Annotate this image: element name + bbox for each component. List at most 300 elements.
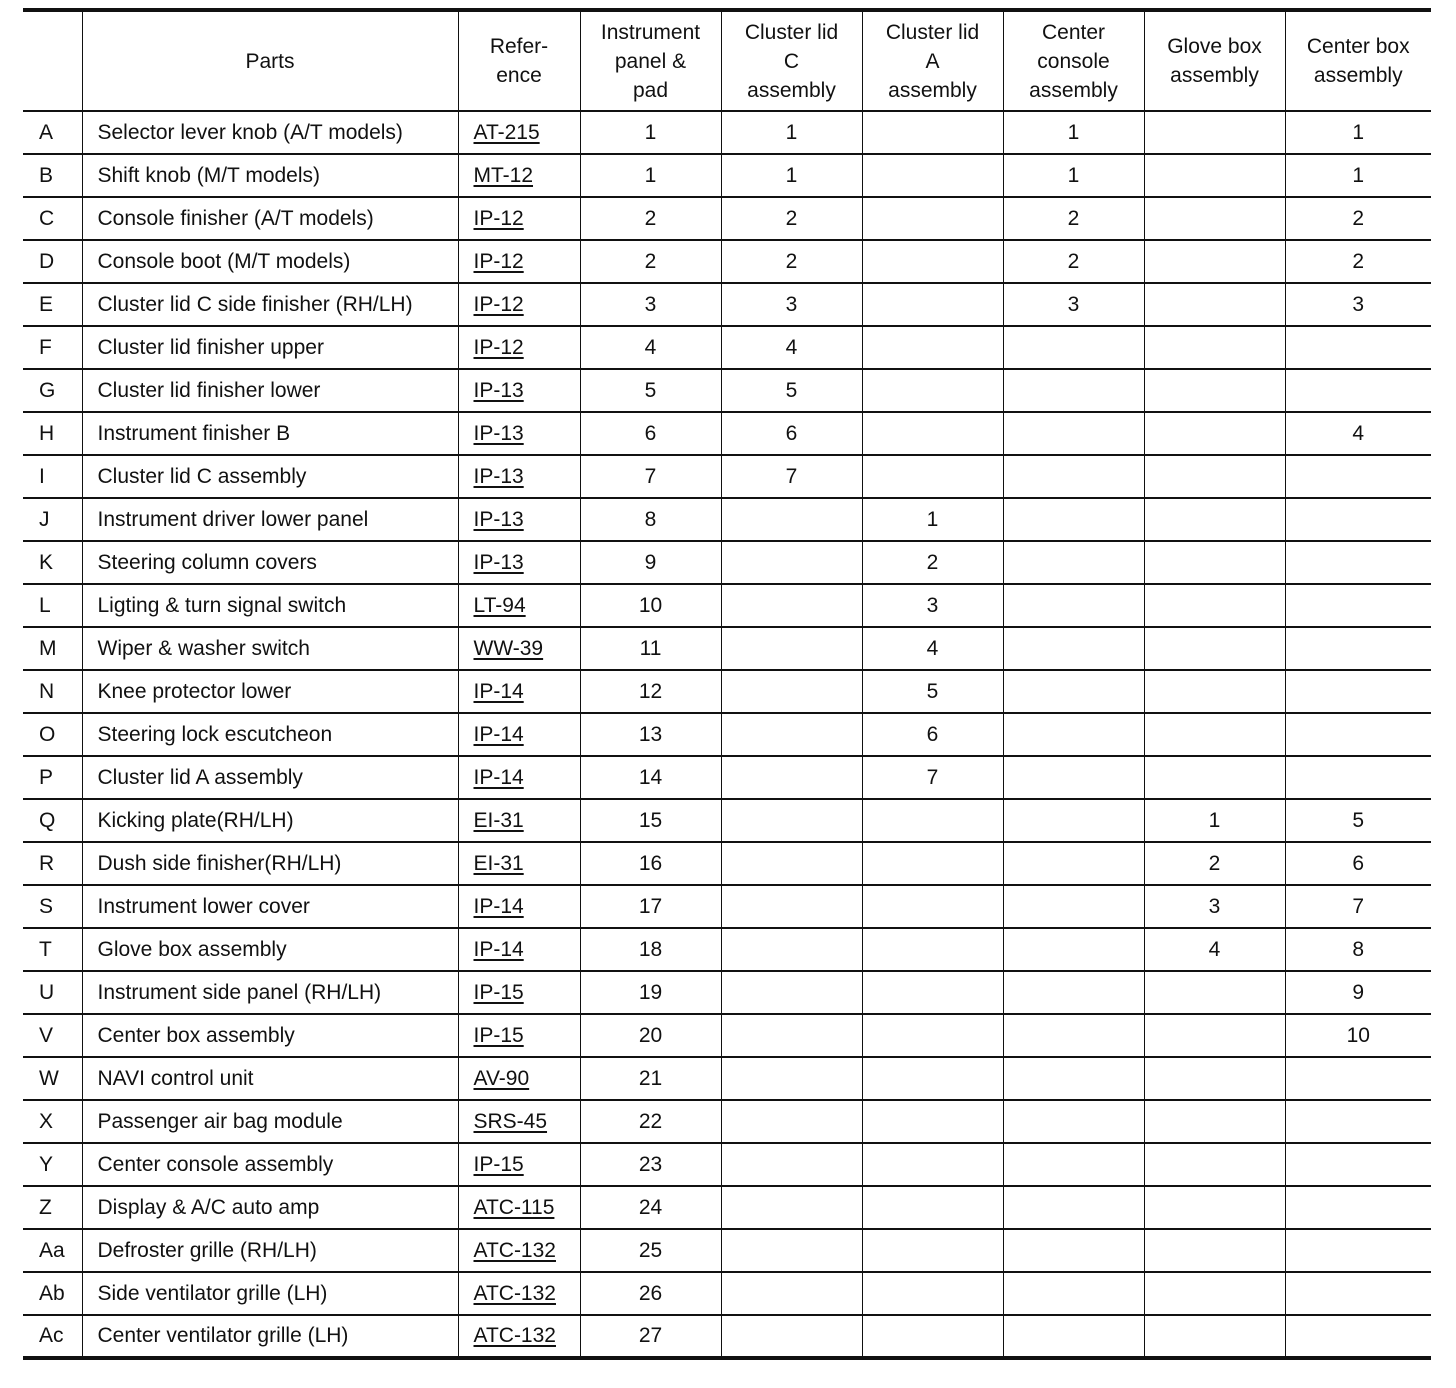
reference-link[interactable]: SRS-45 xyxy=(473,1109,548,1133)
reference-cell xyxy=(458,455,580,498)
center-box-step-cell xyxy=(1285,1315,1431,1358)
header-center-box-assembly: Center box assembly xyxy=(1285,10,1431,111)
center-console-step-cell xyxy=(1003,1229,1144,1272)
reference-cell xyxy=(458,1100,580,1143)
table-row xyxy=(23,369,1431,412)
cluster-lid-a-step-cell xyxy=(862,326,1003,369)
reference-cell xyxy=(458,971,580,1014)
center-console-step-cell xyxy=(1003,455,1144,498)
cluster-lid-c-step-cell: 4 xyxy=(721,326,862,369)
center-console-step-cell xyxy=(1003,1143,1144,1186)
header-center-console-assembly: Center console assembly xyxy=(1003,10,1144,111)
table-row xyxy=(23,1229,1431,1272)
reference-link[interactable]: EI-31 xyxy=(473,851,524,875)
table-row xyxy=(23,842,1431,885)
cluster-lid-a-step-cell xyxy=(862,1100,1003,1143)
reference-cell xyxy=(458,197,580,240)
reference-link[interactable]: AT-215 xyxy=(473,120,540,144)
reference-cell xyxy=(458,154,580,197)
reference-cell xyxy=(458,713,580,756)
cluster-lid-a-step-cell: 7 xyxy=(862,756,1003,799)
cluster-lid-c-step-cell xyxy=(721,1057,862,1100)
part-name-cell: Instrument finisher B xyxy=(82,412,458,455)
cluster-lid-c-step-cell xyxy=(721,885,862,928)
cluster-lid-a-step-cell xyxy=(862,412,1003,455)
part-name-cell: Instrument driver lower panel xyxy=(82,498,458,541)
center-console-step-cell xyxy=(1003,1315,1144,1358)
cluster-lid-c-step-cell xyxy=(721,584,862,627)
row-id-cell: Z xyxy=(23,1186,82,1229)
center-console-step-cell xyxy=(1003,627,1144,670)
reference-link[interactable]: ATC-132 xyxy=(473,1281,556,1305)
part-name-cell: Selector lever knob (A/T models) xyxy=(82,111,458,154)
cluster-lid-c-step-cell xyxy=(721,971,862,1014)
row-id-cell: L xyxy=(23,584,82,627)
center-box-step-cell xyxy=(1285,541,1431,584)
instrument-panel-step-cell: 8 xyxy=(580,498,721,541)
instrument-panel-step-cell: 2 xyxy=(580,197,721,240)
cluster-lid-c-step-cell xyxy=(721,1014,862,1057)
glove-box-step-cell xyxy=(1144,1272,1285,1315)
table-row xyxy=(23,498,1431,541)
row-id-cell: F xyxy=(23,326,82,369)
instrument-panel-step-cell: 15 xyxy=(580,799,721,842)
row-id-cell: E xyxy=(23,283,82,326)
cluster-lid-c-step-cell xyxy=(721,1143,862,1186)
cluster-lid-c-step-cell xyxy=(721,1229,862,1272)
cluster-lid-c-step-cell: 1 xyxy=(721,111,862,154)
center-console-step-cell xyxy=(1003,1272,1144,1315)
instrument-panel-step-cell: 26 xyxy=(580,1272,721,1315)
cluster-lid-a-step-cell xyxy=(862,1229,1003,1272)
center-console-step-cell: 2 xyxy=(1003,197,1144,240)
center-console-step-cell xyxy=(1003,1014,1144,1057)
center-box-step-cell: 5 xyxy=(1285,799,1431,842)
reference-cell xyxy=(458,1186,580,1229)
cluster-lid-c-step-cell xyxy=(721,1272,862,1315)
glove-box-step-cell xyxy=(1144,240,1285,283)
table-header xyxy=(23,10,1431,111)
part-name-cell: Console finisher (A/T models) xyxy=(82,197,458,240)
center-box-step-cell: 1 xyxy=(1285,154,1431,197)
cluster-lid-c-step-cell xyxy=(721,627,862,670)
part-name-cell: Console boot (M/T models) xyxy=(82,240,458,283)
glove-box-step-cell xyxy=(1144,713,1285,756)
row-id-cell: I xyxy=(23,455,82,498)
cluster-lid-c-step-cell: 2 xyxy=(721,240,862,283)
glove-box-step-cell xyxy=(1144,1186,1285,1229)
center-box-step-cell xyxy=(1285,627,1431,670)
table-row xyxy=(23,1315,1431,1358)
reference-link[interactable]: IP-13 xyxy=(473,464,524,488)
center-box-step-cell xyxy=(1285,1143,1431,1186)
part-name-cell: Wiper & washer switch xyxy=(82,627,458,670)
center-console-step-cell xyxy=(1003,412,1144,455)
table-row xyxy=(23,412,1431,455)
row-id-cell: K xyxy=(23,541,82,584)
table-row xyxy=(23,1143,1431,1186)
reference-link[interactable]: IP-14 xyxy=(473,765,524,789)
reference-link[interactable]: IP-15 xyxy=(473,1152,524,1176)
reference-link[interactable]: ATC-132 xyxy=(473,1324,556,1347)
instrument-panel-step-cell: 3 xyxy=(580,283,721,326)
cluster-lid-a-step-cell: 5 xyxy=(862,670,1003,713)
cluster-lid-c-step-cell xyxy=(721,756,862,799)
center-box-step-cell xyxy=(1285,584,1431,627)
reference-link[interactable]: IP-14 xyxy=(473,894,524,918)
reference-link[interactable]: MT-12 xyxy=(473,163,534,187)
table-row xyxy=(23,283,1431,326)
glove-box-step-cell xyxy=(1144,971,1285,1014)
center-console-step-cell: 2 xyxy=(1003,240,1144,283)
row-id-cell: T xyxy=(23,928,82,971)
center-console-step-cell xyxy=(1003,670,1144,713)
row-id-cell: W xyxy=(23,1057,82,1100)
instrument-panel-step-cell: 24 xyxy=(580,1186,721,1229)
table-row xyxy=(23,541,1431,584)
cluster-lid-c-step-cell: 3 xyxy=(721,283,862,326)
reference-cell xyxy=(458,1143,580,1186)
table-body xyxy=(23,111,1431,1358)
reference-link[interactable]: IP-14 xyxy=(473,722,524,746)
row-id-cell: J xyxy=(23,498,82,541)
center-console-step-cell xyxy=(1003,1057,1144,1100)
table-row xyxy=(23,1186,1431,1229)
reference-link[interactable]: LT-94 xyxy=(473,593,526,617)
glove-box-step-cell xyxy=(1144,584,1285,627)
row-id-cell: U xyxy=(23,971,82,1014)
cluster-lid-c-step-cell: 5 xyxy=(721,369,862,412)
reference-link[interactable]: ATC-115 xyxy=(473,1195,555,1219)
cluster-lid-a-step-cell xyxy=(862,369,1003,412)
center-console-step-cell xyxy=(1003,756,1144,799)
glove-box-step-cell xyxy=(1144,369,1285,412)
reference-link[interactable]: IP-14 xyxy=(473,679,524,703)
table-row xyxy=(23,971,1431,1014)
glove-box-step-cell xyxy=(1144,326,1285,369)
cluster-lid-c-step-cell xyxy=(721,1100,862,1143)
center-console-step-cell xyxy=(1003,842,1144,885)
cluster-lid-a-step-cell xyxy=(862,1057,1003,1100)
cluster-lid-c-step-cell: 2 xyxy=(721,197,862,240)
cluster-lid-a-step-cell xyxy=(862,971,1003,1014)
row-id-cell: Ab xyxy=(23,1272,82,1315)
center-console-step-cell xyxy=(1003,326,1144,369)
part-name-cell: NAVI control unit xyxy=(82,1057,458,1100)
parts-table xyxy=(23,8,1431,1360)
row-id-cell: P xyxy=(23,756,82,799)
cluster-lid-c-step-cell xyxy=(721,498,862,541)
center-box-step-cell xyxy=(1285,713,1431,756)
instrument-panel-step-cell: 1 xyxy=(580,111,721,154)
reference-link[interactable]: IP-13 xyxy=(473,507,524,531)
part-name-cell: Shift knob (M/T models) xyxy=(82,154,458,197)
glove-box-step-cell: 4 xyxy=(1144,928,1285,971)
center-box-step-cell xyxy=(1285,455,1431,498)
cluster-lid-a-step-cell xyxy=(862,240,1003,283)
table-row xyxy=(23,240,1431,283)
cluster-lid-c-step-cell: 7 xyxy=(721,455,862,498)
cluster-lid-c-step-cell xyxy=(721,1315,862,1358)
part-name-cell: Cluster lid C assembly xyxy=(82,455,458,498)
cluster-lid-a-step-cell xyxy=(862,799,1003,842)
instrument-panel-step-cell: 7 xyxy=(580,455,721,498)
instrument-panel-step-cell: 27 xyxy=(580,1315,721,1358)
table-row xyxy=(23,885,1431,928)
cluster-lid-a-step-cell xyxy=(862,1143,1003,1186)
instrument-panel-step-cell: 23 xyxy=(580,1143,721,1186)
cluster-lid-c-step-cell xyxy=(721,670,862,713)
part-name-cell: Center ventilator grille (LH) xyxy=(82,1315,458,1358)
row-id-cell: B xyxy=(23,154,82,197)
center-box-step-cell xyxy=(1285,670,1431,713)
center-box-step-cell xyxy=(1285,1272,1431,1315)
part-name-cell: Cluster lid finisher upper xyxy=(82,326,458,369)
header-parts: Parts xyxy=(82,10,458,111)
cluster-lid-a-step-cell xyxy=(862,1014,1003,1057)
row-id-cell: R xyxy=(23,842,82,885)
reference-cell xyxy=(458,842,580,885)
instrument-panel-step-cell: 11 xyxy=(580,627,721,670)
glove-box-step-cell xyxy=(1144,756,1285,799)
center-console-step-cell xyxy=(1003,713,1144,756)
row-id-cell: M xyxy=(23,627,82,670)
reference-link[interactable]: IP-13 xyxy=(473,421,524,445)
center-box-step-cell: 7 xyxy=(1285,885,1431,928)
center-console-step-cell: 1 xyxy=(1003,111,1144,154)
table-row xyxy=(23,197,1431,240)
part-name-cell: Center console assembly xyxy=(82,1143,458,1186)
glove-box-step-cell xyxy=(1144,1229,1285,1272)
glove-box-step-cell xyxy=(1144,1315,1285,1358)
center-console-step-cell xyxy=(1003,498,1144,541)
part-name-cell: Kicking plate(RH/LH) xyxy=(82,799,458,842)
reference-cell xyxy=(458,584,580,627)
cluster-lid-a-step-cell xyxy=(862,111,1003,154)
cluster-lid-c-step-cell xyxy=(721,713,862,756)
part-name-cell: Center box assembly xyxy=(82,1014,458,1057)
part-name-cell: Steering lock escutcheon xyxy=(82,713,458,756)
center-box-step-cell: 1 xyxy=(1285,111,1431,154)
center-console-step-cell: 3 xyxy=(1003,283,1144,326)
center-box-step-cell: 3 xyxy=(1285,283,1431,326)
cluster-lid-c-step-cell xyxy=(721,928,862,971)
table-row xyxy=(23,154,1431,197)
instrument-panel-step-cell: 19 xyxy=(580,971,721,1014)
part-name-cell: Cluster lid A assembly xyxy=(82,756,458,799)
part-name-cell: Passenger air bag module xyxy=(82,1100,458,1143)
row-id-cell: N xyxy=(23,670,82,713)
reference-link[interactable]: WW-39 xyxy=(473,636,544,660)
table-row xyxy=(23,1272,1431,1315)
header-id xyxy=(23,10,82,111)
cluster-lid-a-step-cell xyxy=(862,283,1003,326)
center-box-step-cell: 8 xyxy=(1285,928,1431,971)
table-row xyxy=(23,1014,1431,1057)
cluster-lid-c-step-cell xyxy=(721,541,862,584)
table-row xyxy=(23,670,1431,713)
part-name-cell: Knee protector lower xyxy=(82,670,458,713)
reference-link[interactable]: IP-15 xyxy=(473,980,524,1004)
part-name-cell: Instrument side panel (RH/LH) xyxy=(82,971,458,1014)
glove-box-step-cell xyxy=(1144,283,1285,326)
instrument-panel-step-cell: 13 xyxy=(580,713,721,756)
center-box-step-cell: 2 xyxy=(1285,197,1431,240)
reference-link[interactable]: IP-14 xyxy=(473,937,524,961)
glove-box-step-cell: 2 xyxy=(1144,842,1285,885)
reference-link[interactable]: ATC-132 xyxy=(473,1238,556,1262)
center-box-step-cell xyxy=(1285,1186,1431,1229)
reference-cell xyxy=(458,541,580,584)
table-row xyxy=(23,799,1431,842)
reference-link[interactable]: AV-90 xyxy=(473,1066,530,1090)
row-id-cell: G xyxy=(23,369,82,412)
reference-link[interactable]: IP-12 xyxy=(473,249,524,273)
row-id-cell: V xyxy=(23,1014,82,1057)
row-id-cell: Aa xyxy=(23,1229,82,1272)
instrument-panel-step-cell: 1 xyxy=(580,154,721,197)
cluster-lid-a-step-cell xyxy=(862,1272,1003,1315)
center-console-step-cell: 1 xyxy=(1003,154,1144,197)
instrument-panel-step-cell: 16 xyxy=(580,842,721,885)
row-id-cell: Y xyxy=(23,1143,82,1186)
reference-cell xyxy=(458,1315,580,1358)
cluster-lid-a-step-cell xyxy=(862,1186,1003,1229)
cluster-lid-a-step-cell xyxy=(862,885,1003,928)
cluster-lid-a-step-cell: 1 xyxy=(862,498,1003,541)
reference-cell xyxy=(458,928,580,971)
center-console-step-cell xyxy=(1003,885,1144,928)
table-row xyxy=(23,1057,1431,1100)
reference-cell xyxy=(458,1014,580,1057)
reference-link[interactable]: EI-31 xyxy=(473,808,524,832)
cluster-lid-c-step-cell xyxy=(721,842,862,885)
glove-box-step-cell xyxy=(1144,197,1285,240)
center-box-step-cell: 4 xyxy=(1285,412,1431,455)
instrument-panel-step-cell: 12 xyxy=(580,670,721,713)
reference-link[interactable]: IP-13 xyxy=(473,378,524,402)
glove-box-step-cell xyxy=(1144,111,1285,154)
center-box-step-cell xyxy=(1285,1229,1431,1272)
table-row xyxy=(23,756,1431,799)
row-id-cell: X xyxy=(23,1100,82,1143)
header-reference: Refer- ence xyxy=(458,10,580,111)
reference-cell xyxy=(458,111,580,154)
glove-box-step-cell xyxy=(1144,455,1285,498)
cluster-lid-a-step-cell: 3 xyxy=(862,584,1003,627)
glove-box-step-cell xyxy=(1144,627,1285,670)
instrument-panel-step-cell: 10 xyxy=(580,584,721,627)
glove-box-step-cell xyxy=(1144,498,1285,541)
reference-cell xyxy=(458,412,580,455)
center-console-step-cell xyxy=(1003,1100,1144,1143)
glove-box-step-cell xyxy=(1144,1100,1285,1143)
header-row xyxy=(23,10,1431,111)
row-id-cell: H xyxy=(23,412,82,455)
cluster-lid-a-step-cell xyxy=(862,197,1003,240)
reference-link[interactable]: IP-12 xyxy=(473,335,524,359)
reference-cell xyxy=(458,498,580,541)
center-box-step-cell xyxy=(1285,1057,1431,1100)
table-row xyxy=(23,928,1431,971)
reference-cell xyxy=(458,283,580,326)
instrument-panel-step-cell: 5 xyxy=(580,369,721,412)
row-id-cell: A xyxy=(23,111,82,154)
center-box-step-cell: 9 xyxy=(1285,971,1431,1014)
part-name-cell: Steering column covers xyxy=(82,541,458,584)
table-row xyxy=(23,584,1431,627)
part-name-cell: Glove box assembly xyxy=(82,928,458,971)
center-console-step-cell xyxy=(1003,928,1144,971)
instrument-panel-step-cell: 6 xyxy=(580,412,721,455)
cluster-lid-a-step-cell xyxy=(862,928,1003,971)
table-row xyxy=(23,455,1431,498)
instrument-panel-step-cell: 2 xyxy=(580,240,721,283)
instrument-panel-step-cell: 21 xyxy=(580,1057,721,1100)
reference-link[interactable]: IP-15 xyxy=(473,1023,524,1047)
instrument-panel-step-cell: 14 xyxy=(580,756,721,799)
reference-cell xyxy=(458,627,580,670)
part-name-cell: Dush side finisher(RH/LH) xyxy=(82,842,458,885)
instrument-panel-step-cell: 22 xyxy=(580,1100,721,1143)
glove-box-step-cell xyxy=(1144,154,1285,197)
center-box-step-cell: 6 xyxy=(1285,842,1431,885)
glove-box-step-cell xyxy=(1144,1014,1285,1057)
header-cluster-lid-c-assembly: Cluster lid C assembly xyxy=(721,10,862,111)
cluster-lid-c-step-cell: 1 xyxy=(721,154,862,197)
row-id-cell: D xyxy=(23,240,82,283)
row-id-cell: O xyxy=(23,713,82,756)
cluster-lid-a-step-cell xyxy=(862,1315,1003,1358)
header-cluster-lid-a-assembly: Cluster lid A assembly xyxy=(862,10,1003,111)
center-console-step-cell xyxy=(1003,799,1144,842)
row-id-cell: Ac xyxy=(23,1315,82,1358)
glove-box-step-cell xyxy=(1144,1057,1285,1100)
reference-link[interactable]: IP-12 xyxy=(473,206,524,230)
reference-link[interactable]: IP-13 xyxy=(473,550,524,574)
part-name-cell: Ligting & turn signal switch xyxy=(82,584,458,627)
center-box-step-cell: 10 xyxy=(1285,1014,1431,1057)
cluster-lid-a-step-cell xyxy=(862,842,1003,885)
center-box-step-cell xyxy=(1285,369,1431,412)
reference-cell xyxy=(458,1229,580,1272)
row-id-cell: C xyxy=(23,197,82,240)
part-name-cell: Cluster lid C side finisher (RH/LH) xyxy=(82,283,458,326)
header-glove-box-assembly: Glove box assembly xyxy=(1144,10,1285,111)
cluster-lid-a-step-cell: 4 xyxy=(862,627,1003,670)
center-console-step-cell xyxy=(1003,584,1144,627)
center-console-step-cell xyxy=(1003,971,1144,1014)
parts-table-container xyxy=(23,8,1431,1360)
row-id-cell: Q xyxy=(23,799,82,842)
reference-cell xyxy=(458,1272,580,1315)
cluster-lid-c-step-cell xyxy=(721,799,862,842)
cluster-lid-c-step-cell: 6 xyxy=(721,412,862,455)
glove-box-step-cell: 3 xyxy=(1144,885,1285,928)
cluster-lid-a-step-cell xyxy=(862,455,1003,498)
reference-cell xyxy=(458,885,580,928)
cluster-lid-a-step-cell: 6 xyxy=(862,713,1003,756)
instrument-panel-step-cell: 20 xyxy=(580,1014,721,1057)
reference-cell xyxy=(458,240,580,283)
center-box-step-cell: 2 xyxy=(1285,240,1431,283)
reference-cell xyxy=(458,326,580,369)
instrument-panel-step-cell: 9 xyxy=(580,541,721,584)
reference-cell xyxy=(458,756,580,799)
reference-link[interactable]: IP-12 xyxy=(473,292,524,316)
glove-box-step-cell xyxy=(1144,541,1285,584)
table-row xyxy=(23,627,1431,670)
